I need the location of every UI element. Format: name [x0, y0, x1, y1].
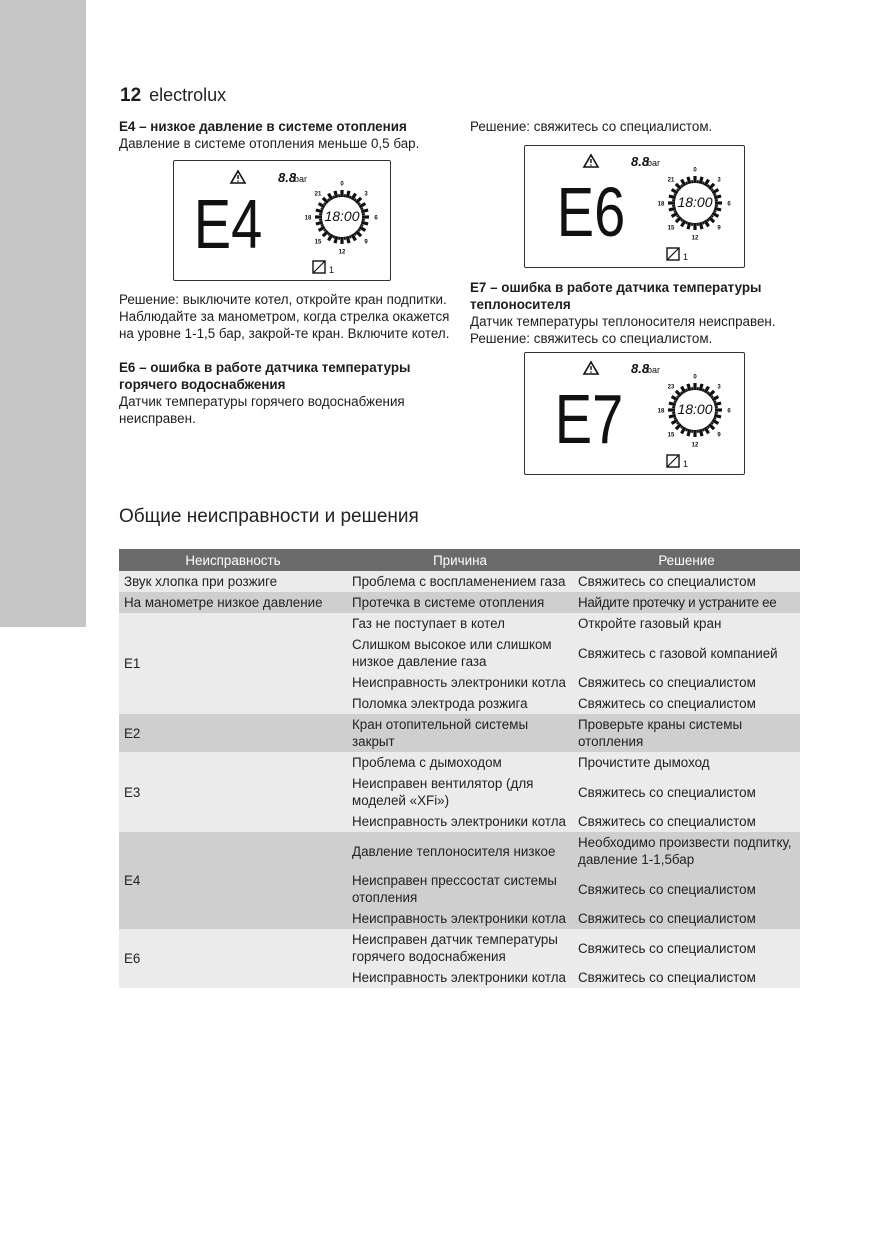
e7-solution: Решение: свяжитесь со специалистом.	[470, 331, 713, 346]
flame-mode-icon	[667, 248, 679, 260]
dial-segment	[688, 177, 690, 184]
e6-description: Датчик температуры горячего водоснабжения неисправен.	[119, 394, 405, 426]
cause-cell: Газ не поступает в котел	[347, 613, 573, 634]
dial-hour-label: 6	[727, 201, 731, 208]
header-solution: Решение	[573, 549, 800, 571]
dial-segment	[714, 415, 721, 417]
mode-number: 1	[683, 459, 689, 469]
dial-segment	[356, 231, 361, 236]
dial-segment	[321, 225, 324, 226]
warning-icon	[231, 171, 245, 183]
dial-segment	[714, 401, 717, 402]
cause-cell: Неисправность электроники котла	[347, 811, 573, 832]
dial-segment	[709, 184, 714, 189]
dial-hour-label: 0	[693, 374, 697, 381]
dial-segment	[676, 424, 681, 429]
dial-segment	[358, 203, 360, 205]
pressure-value: 8.8	[278, 170, 297, 185]
dial-hour-label: 12	[691, 442, 699, 449]
dial-segment	[361, 222, 368, 224]
fault-cell: На манометре низкое давление	[119, 592, 347, 613]
solution-cell: Свяжитесь со специалистом	[573, 693, 800, 714]
dial-segment	[361, 208, 364, 209]
time-readout: 18:00	[324, 208, 360, 224]
table-row	[119, 929, 800, 967]
page-number: 12	[120, 85, 142, 106]
table-row	[119, 832, 800, 870]
fault-cell: E4	[119, 832, 347, 929]
dial-segment	[328, 233, 330, 235]
dial-segment	[316, 222, 323, 224]
dial-segment	[324, 229, 326, 231]
dial-segment	[709, 424, 714, 429]
e6-solution: Решение: свяжитесь со специалистом.	[470, 119, 713, 134]
dial-segment	[688, 384, 690, 391]
dial-segment	[711, 189, 713, 191]
dial-segment	[703, 222, 704, 225]
header-cause: Причина	[347, 549, 573, 571]
warning-icon	[584, 155, 598, 167]
dial-segment	[686, 222, 687, 225]
time-readout: 18:00	[677, 401, 713, 417]
lcd-display-e4	[173, 160, 391, 281]
dial-segment	[316, 210, 323, 212]
dial-hour-label: 3	[717, 177, 721, 184]
dial-segment	[709, 391, 714, 396]
lcd-display-graphic	[525, 146, 744, 267]
table-header-row	[119, 549, 800, 571]
dial-segment	[323, 198, 328, 203]
e4-solution: Решение: выключите котел, откройте кран подпитки. Наблюдайте за манометром, когда стрелка окажется на уровне 1-1,5 бар, закрой-те кран. Включите котел.	[119, 292, 450, 341]
mode-number: 1	[683, 252, 689, 262]
cause-cell: Слишком высокое или слишком низкое давление газа	[347, 634, 573, 672]
cause-cell: Неисправность электроники котла	[347, 672, 573, 693]
solution-cell: Свяжитесь со специалистом	[573, 908, 800, 929]
dial-segment	[707, 185, 709, 187]
dial-segment	[700, 429, 702, 436]
dial-hour-label: 15	[667, 432, 675, 439]
dial-hour-label: 9	[717, 432, 721, 439]
dial-segment	[714, 196, 721, 198]
dial-segment	[703, 182, 704, 185]
dial-segment	[669, 415, 676, 417]
section-title: Общие неисправности и решения	[119, 506, 419, 527]
brand-name: electrolux	[149, 85, 227, 105]
dial-segment	[669, 403, 676, 405]
flame-mode-icon	[313, 261, 325, 273]
e4-description: Давление в системе отопления меньше 0,5 бар.	[119, 136, 420, 151]
solution-cell: Свяжитесь с газовой компанией	[573, 634, 800, 672]
dial-segment	[669, 208, 676, 210]
table-row	[119, 571, 800, 592]
cause-cell: Проблема с воспламенением газа	[347, 571, 573, 592]
solution-cell: Свяжитесь со специалистом	[573, 571, 800, 592]
cause-cell: Кран отопительной системы закрыт	[347, 714, 573, 752]
dial-segment	[677, 215, 679, 217]
dial-segment	[676, 217, 681, 222]
dial-segment	[333, 196, 334, 199]
dial-segment	[674, 418, 677, 419]
cause-cell: Неисправен вентилятор (для моделей «XFi»)	[347, 773, 573, 811]
e7-description: Датчик температуры теплоносителя неисправен.	[470, 314, 776, 329]
dial-segment	[711, 396, 713, 398]
dial-segment	[669, 196, 676, 198]
fault-cell: E2	[119, 714, 347, 752]
dial-segment	[333, 236, 334, 239]
dial-segment	[677, 422, 679, 424]
dial-segment	[711, 215, 713, 217]
lcd-display-graphic	[525, 353, 744, 474]
pressure-value: 8.8	[631, 361, 650, 376]
dial-segment	[361, 225, 364, 226]
table-row	[119, 592, 800, 613]
dial-hour-label: 21	[667, 177, 675, 184]
warning-icon	[584, 362, 598, 374]
table-row	[119, 613, 800, 634]
dial-segment	[711, 422, 713, 424]
dial-segment	[700, 177, 702, 184]
dial-segment	[714, 403, 721, 405]
flame-mode-icon	[667, 455, 679, 467]
dial-hour-label: 6	[727, 408, 731, 415]
dial-hour-label: 15	[314, 239, 322, 246]
e7-title: E7 – ошибка в работе датчика температуры теплоносителя	[470, 280, 762, 312]
dial-hour-label: 12	[691, 235, 699, 242]
solution-cell: Свяжитесь со специалистом	[573, 870, 800, 908]
cause-cell: Давление теплоносителя низкое	[347, 832, 573, 870]
e6-title: E6 – ошибка в работе датчика температуры горячего водоснабжения	[119, 360, 411, 392]
cause-cell: Неисправен прессостат системы отопления	[347, 870, 573, 908]
dial-segment	[676, 184, 681, 189]
dial-hour-label: 0	[693, 167, 697, 174]
solution-cell: Свяжитесь со специалистом	[573, 773, 800, 811]
solution-cell: Необходимо произвести подпитку, давление 1-1,5бар	[573, 832, 800, 870]
dial-hour-label: 9	[364, 239, 368, 246]
dial-segment	[358, 229, 360, 231]
cause-cell: Неисправность электроники котла	[347, 908, 573, 929]
dial-hour-label: 0	[340, 181, 344, 188]
dial-hour-label: 3	[717, 384, 721, 391]
dial-segment	[686, 429, 687, 432]
error-code: E4	[193, 186, 263, 264]
lcd-display-e6	[524, 145, 745, 268]
dial-segment	[347, 191, 349, 198]
dial-hour-label: 15	[667, 225, 675, 232]
dial-segment	[709, 217, 714, 222]
fault-cell: E6	[119, 929, 347, 988]
pressure-unit: bar	[647, 158, 661, 168]
dial-segment	[681, 426, 683, 428]
dial-segment	[324, 203, 326, 205]
dial-hour-label: 18	[657, 201, 665, 208]
dial-segment	[350, 196, 351, 199]
dial-segment	[354, 233, 356, 235]
dial-segment	[356, 198, 361, 203]
dial-hour-label: 3	[364, 191, 368, 198]
dial-segment	[676, 391, 681, 396]
dial-segment	[688, 429, 690, 436]
cause-cell: Неисправность электроники котла	[347, 967, 573, 988]
error-code: E6	[556, 174, 626, 252]
dial-segment	[677, 396, 679, 398]
faults-table	[119, 549, 800, 988]
dial-segment	[707, 392, 709, 394]
dial-segment	[707, 219, 709, 221]
dial-segment	[674, 211, 677, 212]
header-fault: Неисправность	[119, 549, 347, 571]
table-row	[119, 752, 800, 773]
page-header	[120, 85, 226, 107]
cause-cell: Протечка в системе отопления	[347, 592, 573, 613]
dial-segment	[700, 384, 702, 391]
dial-hour-label: 23	[667, 384, 675, 391]
dial-hour-label: 9	[717, 225, 721, 232]
side-strip	[0, 0, 86, 627]
error-code: E7	[554, 381, 624, 459]
solution-cell: Свяжитесь со специалистом	[573, 672, 800, 693]
dial-segment	[323, 231, 328, 236]
fault-cell: E3	[119, 752, 347, 832]
cause-cell: Проблема с дымоходом	[347, 752, 573, 773]
lcd-display-graphic	[174, 161, 390, 280]
dial-segment	[674, 194, 677, 195]
dial-segment	[714, 208, 721, 210]
e4-title: E4 – низкое давление в системе отопления	[119, 119, 407, 134]
solution-cell: Откройте газовый кран	[573, 613, 800, 634]
dial-segment	[335, 236, 337, 243]
dial-segment	[714, 418, 717, 419]
dial-segment	[686, 389, 687, 392]
solution-cell: Свяжитесь со специалистом	[573, 929, 800, 967]
cause-cell: Поломка электрода розжига	[347, 693, 573, 714]
dial-segment	[686, 182, 687, 185]
solution-cell: Свяжитесь со специалистом	[573, 967, 800, 988]
dial-segment	[703, 389, 704, 392]
cause-cell: Неисправен датчик температуры горячего водоснабжения	[347, 929, 573, 967]
pressure-unit: bar	[647, 365, 661, 375]
dial-segment	[335, 191, 337, 198]
dial-segment	[328, 199, 330, 201]
dial-hour-label: 12	[338, 249, 346, 256]
solution-cell: Проверьте краны системы отопления	[573, 714, 800, 752]
dial-segment	[681, 392, 683, 394]
dial-segment	[674, 401, 677, 402]
dial-segment	[688, 222, 690, 229]
dial-segment	[714, 211, 717, 212]
dial-hour-label: 21	[314, 191, 322, 198]
solution-cell: Прочистите дымоход	[573, 752, 800, 773]
dial-segment	[354, 199, 356, 201]
dial-hour-label: 6	[374, 215, 378, 222]
table-row	[119, 714, 800, 752]
dial-segment	[714, 194, 717, 195]
dial-segment	[681, 219, 683, 221]
pressure-unit: bar	[294, 174, 308, 184]
dial-segment	[350, 236, 351, 239]
lcd-display-e7	[524, 352, 745, 475]
dial-segment	[677, 189, 679, 191]
dial-segment	[321, 208, 324, 209]
time-readout: 18:00	[677, 194, 713, 210]
dial-segment	[700, 222, 702, 229]
dial-segment	[703, 429, 704, 432]
fault-cell: E1	[119, 613, 347, 714]
dial-segment	[347, 236, 349, 243]
dial-hour-label: 18	[304, 215, 312, 222]
solution-cell: Найдите протечку и устраните ее	[573, 592, 800, 613]
dial-segment	[707, 426, 709, 428]
dial-segment	[681, 185, 683, 187]
dial-hour-label: 18	[657, 408, 665, 415]
mode-number: 1	[329, 265, 335, 275]
dial-segment	[361, 210, 368, 212]
fault-cell: Звук хлопка при розжиге	[119, 571, 347, 592]
solution-cell: Свяжитесь со специалистом	[573, 811, 800, 832]
pressure-value: 8.8	[631, 154, 650, 169]
